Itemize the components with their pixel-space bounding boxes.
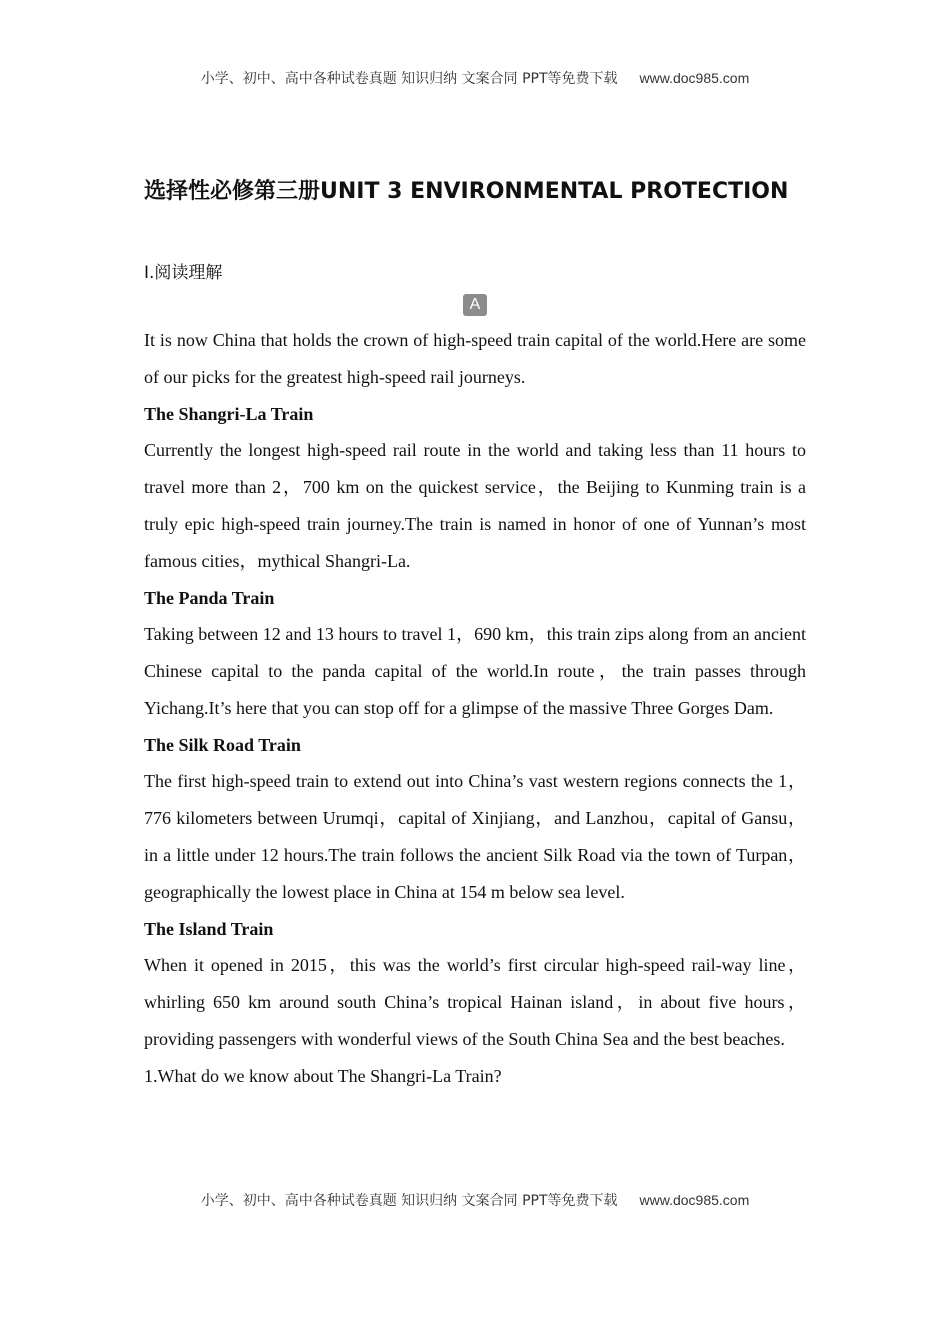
passage-badge: A <box>463 294 487 316</box>
question-1: 1.What do we know about The Shangri-La Train? <box>144 1066 502 1086</box>
header-site-link[interactable]: www.doc985.com <box>639 70 750 86</box>
passage-content <box>144 322 806 1094</box>
train-text-panda: Taking between 12 and 13 hours to travel 1，690 km，this train zips along from an ancient Chinese capital to the panda capital of the world.In route，the train passes through Yichang.It’s here that you can stop off for a glimpse of the massive Three Gorges Dam. <box>144 624 806 718</box>
train-heading-silk-road: The Silk Road Train <box>144 735 301 755</box>
section-label: Ⅰ.阅读理解 <box>144 263 223 283</box>
train-text-shangri-la: Currently the longest high-speed rail route in the world and taking less than 11 hours to travel more than 2，700 km on the quickest service，the Beijing to Kunming train is a truly epic high-speed train journey.The train is named in honor of one of Yunnan’s most famous cities，mythical Shangri-La. <box>144 440 806 571</box>
intro-paragraph: It is now China that holds the crown of high-speed train capital of the world.Here are some of our picks for the greatest high-speed rail journeys. <box>144 330 806 387</box>
train-heading-panda: The Panda Train <box>144 588 275 608</box>
document-title: 选择性必修第三册UNIT 3 ENVIRONMENTAL PROTECTION <box>144 179 789 204</box>
page-header <box>0 68 950 88</box>
footer-text: 小学、初中、高中各种试卷真题 知识归纳 文案合同 PPT等免费下载 <box>200 1193 618 1209</box>
train-heading-island: The Island Train <box>144 919 274 939</box>
train-text-island: When it opened in 2015，this was the world’s first circular high-speed rail-way line，whirling 650 km around south China’s tropical Hainan island，in about five hours，providing passengers with wonderful views of the South China Sea and the best beaches. <box>144 955 806 1049</box>
page-footer <box>0 1190 950 1210</box>
footer-site-link[interactable]: www.doc985.com <box>639 1192 750 1208</box>
header-text: 小学、初中、高中各种试卷真题 知识归纳 文案合同 PPT等免费下载 <box>200 71 618 87</box>
train-heading-shangri-la: The Shangri-La Train <box>144 404 314 424</box>
train-text-silk-road: The first high-speed train to extend out into China’s vast western regions connects the 1，776 kilometers between Urumqi，capital of Xinjiang，and Lanzhou，capital of Gansu，in a little under 12 hours.The train follows the ancient Silk Road via the town of Turpan，geographically the lowest place in China at 154 m below sea level. <box>144 771 806 902</box>
